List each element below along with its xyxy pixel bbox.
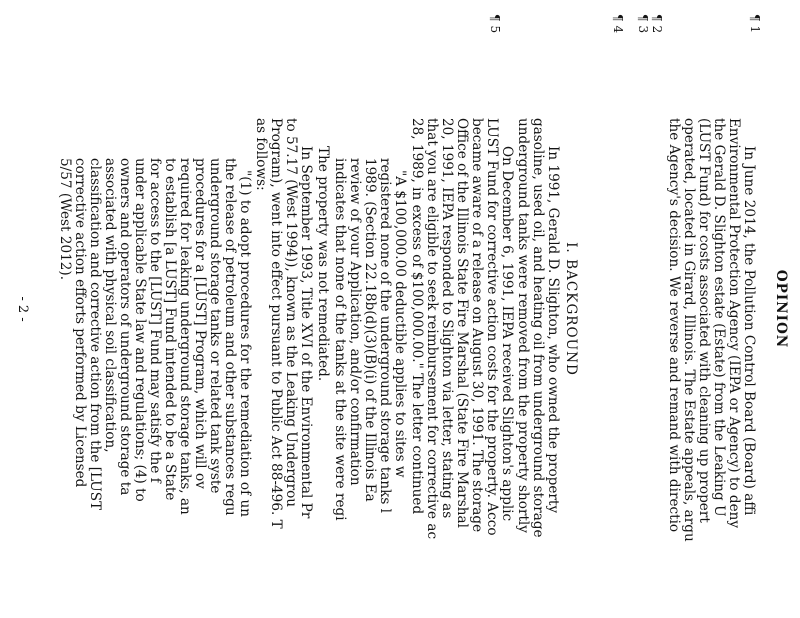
paragraph-1-line: (LUST Fund) for costs associated with cleaning up propert: [696, 118, 712, 523]
quote-1-line: review of your Application, and/or confirmation: [347, 158, 363, 486]
paragraph-1-line: the Gerald D. Slighton estate (Estate) from the Leaking U: [711, 118, 727, 517]
paragraph-3-line: that you are eligible to seek reimbursement for corrective ac: [424, 118, 440, 540]
paragraph-1-line: operated, located in Girard, Illinois. The Estate appeals, argu: [681, 118, 697, 542]
paragraph-marker-3: ¶ 3: [636, 14, 650, 34]
paragraph-3-line: On December 6, 1991, IEPA received Slighton's applic: [499, 146, 515, 522]
paragraph-marker-4: ¶ 4: [611, 14, 625, 34]
quote-2-line: classification and corrective action from the [LUST: [87, 158, 103, 511]
paragraph-3-line: 20, 1991, IEPA responded to Slighton via letter, stating as: [439, 118, 455, 519]
paragraph-1-line: Environmental Protection Agency (IEPA or Agency) to deny: [726, 118, 742, 529]
quote-2-line: the release of petroleum and other substances regu: [222, 158, 238, 516]
quote-2-line: 5/57 (West 2012).: [57, 158, 73, 281]
quote-2-line: for access to the [LUST] Fund may satisfy the f: [147, 158, 163, 483]
section-heading: I. BACKGROUND: [563, 242, 579, 376]
paragraph-5-line: to 57.17 (West 1994)), known as the Leaking Undergrou: [283, 118, 299, 508]
quote-2-line: to establish [a LUST] Fund intended to be a State: [162, 158, 178, 501]
quote-1-line: registered none of the underground storage tanks l: [377, 158, 393, 513]
paragraph-3-line: 28, 1989, in excess of $100,000.00." The letter continued: [409, 118, 425, 515]
paragraph-marker-1: ¶ 1: [748, 14, 762, 34]
paragraph-marker-2: ¶ 2: [650, 14, 664, 34]
paragraph-3-line: became aware of a release on August 30, 1991. The storage: [469, 118, 485, 533]
paragraph-3-line: Office of the Illinois State Fire Marshal (State Fire Marshal: [454, 118, 470, 528]
quote-2-line: required for leaking underground storage tanks, an: [177, 158, 193, 515]
quote-2-line: procedures for a [LUST] Program, which will ov: [192, 158, 208, 489]
paragraph-1-line: In June 2014, the Pollution Control Board (Board) affi: [741, 146, 757, 516]
quote-1-line: "A $100,000.00 deductible applies to sites w: [392, 170, 408, 478]
quote-2-line: associated with physical soil classification,: [102, 158, 118, 453]
quote-2-line: under applicable State law and regulations; (4) to: [132, 158, 148, 502]
paragraph-5-line: Program), went into effect pursuant to Public Act 88-496. T: [268, 118, 284, 529]
paragraph-2-line: gasoline, used oil, and heating oil from underground storage: [530, 118, 546, 538]
quote-2-line: corrective action efforts performed by Licensed: [72, 158, 88, 488]
paragraph-4-line: The property was not remediated.: [315, 146, 331, 382]
paragraph-5-line: as follows:: [253, 118, 269, 191]
quote-1-line: indicates that none of the tanks at the site were regi: [332, 158, 348, 521]
page-number: - 2 -: [15, 296, 30, 322]
quote-2-line: "(1) to adopt procedures for the remediation of un: [237, 170, 253, 517]
paragraph-2-line: In 1991, Gerald D. Slighton, who owned the property: [545, 146, 561, 514]
paragraph-5-line: In September 1993, Title XVI of the Environmental Pr: [298, 146, 314, 519]
quote-1-line: 1989. (Section 22.18b(d)(3)(B)(i) of the Illinois Ea: [362, 158, 378, 502]
paragraph-marker-5: ¶ 5: [488, 14, 502, 34]
opinion-heading: OPINION: [773, 269, 789, 349]
paragraph-2-line: underground tanks were removed from the property shortly: [515, 118, 531, 533]
quote-2-line: owners and operators of underground storage ta: [117, 158, 133, 496]
paragraph-3-line: LUST Fund for corrective action costs for the property. Acco: [484, 118, 500, 536]
paragraph-1-line: the Agency's decision. We reverse and remand with directio: [666, 118, 682, 533]
quote-2-line: underground storage tanks or related tank syste: [207, 158, 223, 494]
